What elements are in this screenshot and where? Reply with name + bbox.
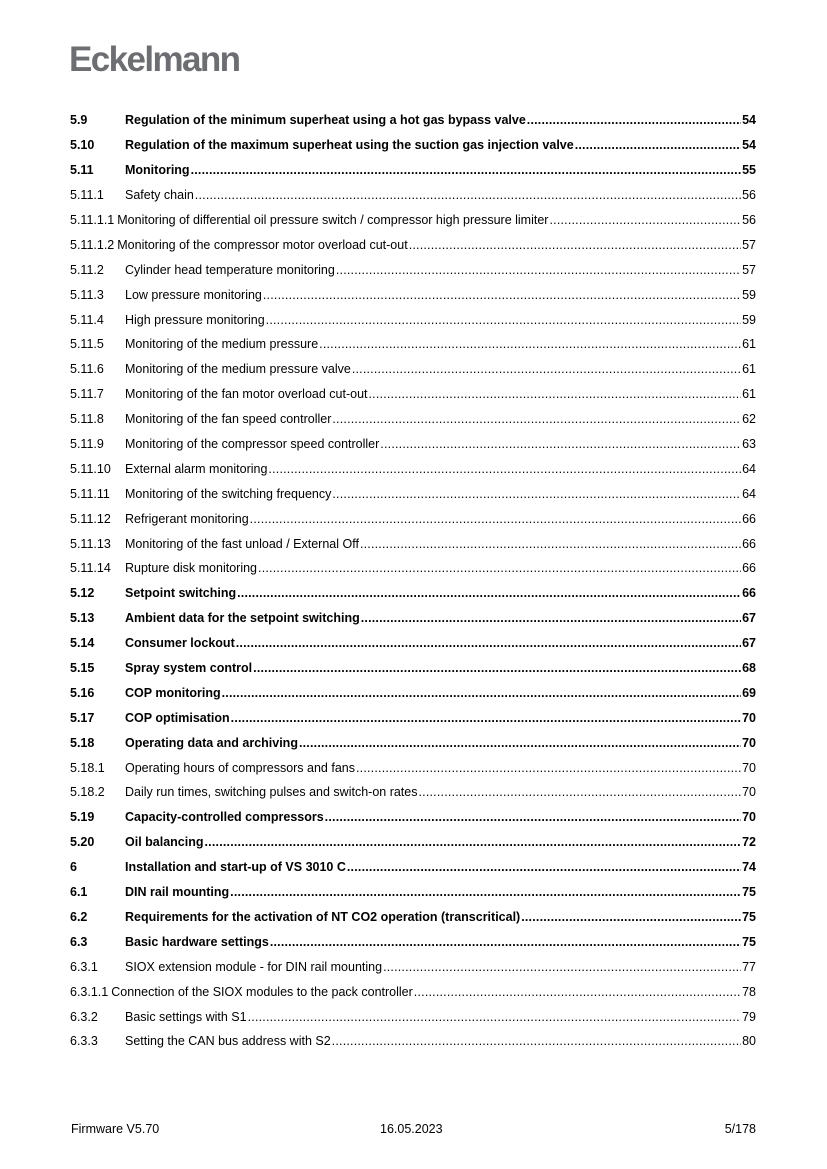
toc-entry-title: Basic hardware settings	[125, 934, 269, 949]
toc-entry[interactable]	[70, 631, 756, 656]
toc-entry-page: 64	[742, 486, 756, 501]
toc-entry-number: 6.3.1	[70, 959, 98, 974]
toc-entry-number: 5.16	[70, 685, 95, 700]
toc-entry[interactable]	[70, 905, 756, 930]
toc-entry-number: 5.13	[70, 611, 95, 626]
toc-entry[interactable]	[70, 730, 756, 755]
toc-entry-title: Capacity-controlled compressors	[125, 810, 324, 825]
toc-entry[interactable]	[70, 158, 756, 183]
toc-entry-title: Monitoring of the fast unload / External Off	[125, 536, 359, 551]
dot-leader	[361, 610, 741, 626]
toc-entry-page: 68	[742, 661, 756, 676]
toc-entry-page: 67	[742, 611, 756, 626]
dot-leader	[332, 1033, 741, 1049]
toc-entry[interactable]	[70, 108, 756, 133]
toc-entry-page: 75	[742, 934, 756, 949]
toc-entry-number: 5.11.2	[70, 262, 104, 277]
dot-leader	[263, 287, 741, 303]
toc-entry-number: 5.9	[70, 113, 88, 128]
toc-entry[interactable]	[70, 805, 756, 830]
toc-entry-page: 62	[742, 412, 756, 427]
dot-leader	[336, 262, 741, 278]
toc-entry-number: 5.11.4	[70, 312, 104, 327]
dot-leader	[250, 511, 741, 527]
toc-entry-page: 61	[742, 387, 756, 402]
toc-entry-number: 6.3	[70, 934, 88, 949]
toc-entry-title: Installation and start-up of VS 3010 C	[125, 860, 346, 875]
dot-leader	[356, 760, 741, 776]
dot-leader	[268, 461, 741, 477]
toc-entry-number: 5.12	[70, 586, 95, 601]
toc-entry-number: 5.15	[70, 661, 95, 676]
toc-entry-number: 5.11.13	[70, 536, 111, 551]
toc-entry-number: 5.19	[70, 810, 95, 825]
toc-entry-page: 63	[742, 437, 756, 452]
dot-leader	[230, 884, 741, 900]
toc-entry-number: 6.1	[70, 885, 88, 900]
toc-entry[interactable]	[70, 407, 756, 432]
toc-entry[interactable]	[70, 506, 756, 531]
toc-entry-page: 70	[742, 810, 756, 825]
toc-entry-number: 6.2	[70, 909, 88, 924]
toc-entry[interactable]	[70, 855, 756, 880]
toc-entry-page: 66	[742, 561, 756, 576]
toc-entry[interactable]	[70, 133, 756, 158]
dot-leader	[270, 934, 741, 950]
toc-entry-title: Regulation of the maximum superheat using the suction gas injection valve	[125, 138, 574, 153]
toc-entry-title: Low pressure monitoring	[125, 287, 262, 302]
toc-entry-page: 56	[742, 188, 756, 203]
toc-entry-title: Requirements for the activation of NT CO2 operation (transcritical)	[125, 909, 521, 924]
toc-entry[interactable]	[70, 606, 756, 631]
toc-entry-page: 74	[742, 860, 756, 875]
toc-entry-title: Monitoring of the switching frequency	[125, 486, 332, 501]
dot-leader	[352, 361, 741, 377]
toc-entry-number: 5.11.11	[70, 486, 110, 501]
dot-leader	[369, 386, 742, 402]
toc-entry-page: 64	[742, 461, 756, 476]
toc-entry-title: COP optimisation	[125, 710, 230, 725]
toc-entry-title: Rupture disk monitoring	[125, 561, 258, 576]
toc-entry-title: Setting the CAN bus address with S2	[125, 1034, 331, 1049]
toc-entry-number: 5.18.2	[70, 785, 105, 800]
toc-entry[interactable]	[70, 954, 756, 979]
toc-entry-number: 5.11.1.2	[70, 237, 115, 252]
dot-leader	[414, 984, 741, 1000]
dot-leader	[527, 112, 741, 128]
dot-leader	[319, 336, 741, 352]
dot-leader	[575, 137, 741, 153]
toc-entry-page: 67	[742, 636, 756, 651]
toc-entry-title: Monitoring of the compressor speed controller	[125, 437, 380, 452]
table-of-contents	[70, 108, 756, 1054]
toc-entry-page: 61	[742, 337, 756, 352]
toc-entry-number: 6.3.3	[70, 1034, 98, 1049]
toc-entry[interactable]	[70, 556, 756, 581]
toc-entry[interactable]	[70, 979, 756, 1004]
toc-entry[interactable]	[70, 929, 756, 954]
toc-entry-page: 70	[742, 710, 756, 725]
dot-leader	[332, 411, 741, 427]
toc-entry-title: Operating hours of compressors and fans	[125, 760, 355, 775]
toc-entry-page: 75	[742, 909, 756, 924]
dot-leader	[237, 585, 741, 601]
toc-entry[interactable]	[70, 382, 756, 407]
toc-entry-number: 5.10	[70, 138, 95, 153]
dot-leader	[231, 710, 741, 726]
toc-entry-number: 5.11.1	[70, 188, 104, 203]
dot-leader	[332, 486, 741, 502]
footer-date: 16.05.2023	[380, 1122, 443, 1136]
toc-entry-title: Monitoring of the fan speed controller	[125, 412, 332, 427]
toc-entry[interactable]	[70, 755, 756, 780]
toc-entry-page: 56	[742, 213, 756, 227]
dot-leader	[266, 312, 741, 328]
toc-entry-title: Monitoring of the medium pressure	[125, 337, 319, 352]
toc-entry-title: Basic settings with S1	[125, 1009, 247, 1024]
toc-entry-number: 5.18	[70, 735, 95, 750]
toc-entry[interactable]	[70, 481, 756, 506]
toc-entry-page: 78	[742, 984, 756, 999]
toc-entry-page: 72	[742, 835, 756, 850]
toc-entry-page: 75	[742, 885, 756, 900]
toc-entry-title: Daily run times, switching pulses and switch-on rates	[125, 785, 418, 800]
toc-entry-title: Ambient data for the setpoint switching	[125, 611, 360, 626]
toc-entry-number: 5.11	[70, 163, 94, 178]
dot-leader	[418, 784, 741, 800]
toc-entry-title: Cylinder head temperature monitoring	[125, 262, 335, 277]
toc-entry[interactable]	[70, 656, 756, 681]
toc-entry-page: 57	[742, 237, 756, 252]
toc-entry-title: Operating data and archiving	[125, 735, 298, 750]
toc-entry-title: Regulation of the minimum superheat using a hot gas bypass valve	[125, 113, 526, 128]
toc-entry-page: 80	[742, 1034, 756, 1049]
toc-entry-number: 5.11.8	[70, 412, 104, 427]
toc-entry-title: Monitoring of the fan motor overload cut-out	[125, 387, 368, 402]
toc-entry[interactable]	[70, 780, 756, 805]
dot-leader	[409, 237, 741, 253]
toc-entry[interactable]	[70, 830, 756, 855]
toc-entry[interactable]	[70, 232, 756, 257]
toc-entry-page: 57	[742, 262, 756, 277]
toc-entry-title: Consumer lockout	[125, 636, 235, 651]
toc-entry-page: 77	[742, 959, 756, 974]
dot-leader	[191, 162, 742, 178]
toc-entry-title: Refrigerant monitoring	[125, 511, 249, 526]
dot-leader	[222, 685, 741, 701]
toc-entry-title: Monitoring of differential oil pressure switch / compressor high pressure limiter	[117, 213, 549, 227]
toc-entry[interactable]	[70, 208, 756, 233]
toc-entry-title: COP monitoring	[125, 685, 221, 700]
toc-entry-title: Oil balancing	[125, 835, 204, 850]
toc-entry-page: 70	[742, 735, 756, 750]
toc-entry-number: 5.11.7	[70, 387, 104, 402]
toc-entry[interactable]	[70, 1004, 756, 1029]
dot-leader	[299, 735, 741, 751]
toc-entry-number: 5.11.12	[70, 511, 111, 526]
toc-entry[interactable]	[70, 307, 756, 332]
toc-entry-number: 6.3.1.1	[70, 984, 109, 999]
toc-entry-title: Monitoring	[125, 163, 190, 178]
toc-entry-page: 54	[742, 138, 756, 153]
toc-entry-number: 5.14	[70, 636, 95, 651]
toc-entry-page: 59	[742, 312, 756, 327]
toc-entry-page: 61	[742, 362, 756, 377]
toc-entry-page: 66	[742, 536, 756, 551]
toc-entry[interactable]	[70, 680, 756, 705]
toc-entry[interactable]	[70, 880, 756, 905]
toc-entry-number: 6.3.2	[70, 1009, 98, 1024]
toc-entry-page: 70	[742, 785, 756, 800]
toc-entry-page: 79	[742, 1009, 756, 1024]
dot-leader	[383, 959, 741, 975]
toc-entry-page: 66	[742, 511, 756, 526]
dot-leader	[521, 909, 741, 925]
footer-firmware-version: Firmware V5.70	[71, 1122, 160, 1136]
dot-leader	[253, 660, 741, 676]
toc-entry-page: 70	[742, 760, 756, 775]
toc-entry-title: Monitoring of the medium pressure valve	[125, 362, 351, 377]
toc-entry-number: 5.11.5	[70, 337, 104, 352]
toc-entry-number: 5.11.6	[70, 362, 104, 377]
toc-entry-title: Spray system control	[125, 661, 253, 676]
dot-leader	[347, 859, 741, 875]
dot-leader	[258, 560, 741, 576]
toc-entry[interactable]	[70, 432, 756, 457]
toc-entry-page: 66	[742, 586, 756, 601]
toc-entry-number: 5.11.14	[70, 561, 111, 576]
dot-leader	[248, 1009, 742, 1025]
toc-entry[interactable]	[70, 257, 756, 282]
toc-entry[interactable]	[70, 531, 756, 556]
dot-leader	[325, 809, 741, 825]
footer-page-number: 5/178	[724, 1122, 756, 1136]
toc-entry-number: 5.18.1	[70, 760, 105, 775]
toc-entry-page: 69	[742, 685, 756, 700]
dot-leader	[236, 635, 741, 651]
toc-entry[interactable]	[70, 705, 756, 730]
toc-entry[interactable]	[70, 183, 756, 208]
toc-entry-title: High pressure monitoring	[125, 312, 265, 327]
dot-leader	[549, 212, 741, 228]
toc-entry-page: 55	[742, 163, 756, 178]
dot-leader	[380, 436, 741, 452]
toc-entry-number: 5.11.9	[70, 437, 104, 452]
toc-entry[interactable]	[70, 282, 756, 307]
toc-entry[interactable]	[70, 1029, 756, 1054]
toc-entry-title: External alarm monitoring	[125, 461, 268, 476]
dot-leader	[205, 834, 742, 850]
toc-entry[interactable]	[70, 357, 756, 382]
toc-entry-page: 59	[742, 287, 756, 302]
toc-entry-title: Monitoring of the compressor motor overload cut-out	[117, 237, 408, 252]
toc-entry-title: Safety chain	[125, 188, 194, 203]
toc-entry-number: 5.20	[70, 835, 95, 850]
dot-leader	[195, 187, 741, 203]
toc-entry-number: 5.11.3	[70, 287, 104, 302]
toc-entry-title: Connection of the SIOX modules to the pack controller	[111, 984, 413, 999]
toc-entry-number: 5.11.1.1	[70, 213, 115, 227]
toc-entry-title: Setpoint switching	[125, 586, 237, 601]
toc-entry[interactable]	[70, 581, 756, 606]
toc-entry-number: 6	[70, 860, 77, 875]
dot-leader	[360, 536, 741, 552]
toc-entry-title: DIN rail mounting	[125, 885, 230, 900]
toc-entry-number: 5.11.10	[70, 461, 111, 476]
toc-entry[interactable]	[70, 456, 756, 481]
toc-entry-title: SIOX extension module - for DIN rail mounting	[125, 959, 383, 974]
toc-entry[interactable]	[70, 332, 756, 357]
toc-entry-number: 5.17	[70, 710, 95, 725]
eckelmann-logo: Eckelmann	[69, 40, 240, 79]
toc-entry-page: 54	[742, 113, 756, 128]
